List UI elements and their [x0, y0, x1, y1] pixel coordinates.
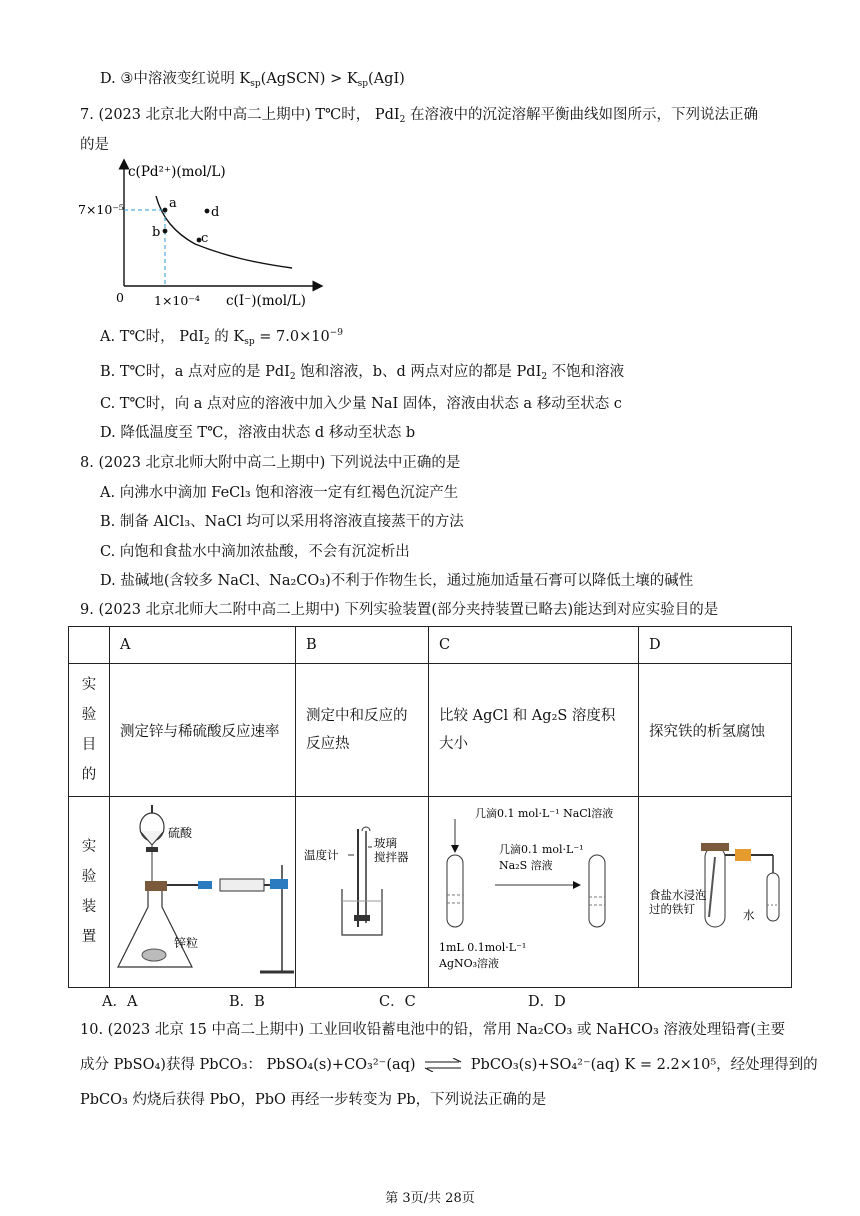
x-axis-label: c(I⁻)(mol/L)	[226, 293, 306, 309]
q7-stem-line2: 的是	[80, 137, 109, 153]
q7-option-a: A. T℃时， PdI$_2$ 的 $K_{sp} = 7.0\times 10^{-9}$	[100, 328, 343, 347]
svg-text:Na₂S 溶液: Na₂S 溶液	[499, 859, 553, 872]
point-a	[163, 208, 168, 213]
label-b: b	[152, 225, 161, 240]
q7-option-c: C. T℃时，向 a 点对应的溶液中加入少量 NaI 固体，溶液由状态 a 移动至状态 c	[100, 396, 622, 412]
header-c: C	[429, 627, 639, 664]
svg-text:1mL 0.1mol·L⁻¹: 1mL 0.1mol·L⁻¹	[439, 941, 527, 954]
q10-line2: 成分 PbSO₄)获得 PbCO₃： PbSO₄(s)+CO₃²⁻(aq) PbCO₃(s)+SO₄²⁻(aq) K = 2.2×10⁵，经处理得到的	[80, 1057, 818, 1073]
label-c: c	[201, 231, 209, 246]
purpose-c: 比较 AgCl 和 Ag₂S 溶度积大小	[429, 664, 639, 797]
q10-line1: 10. (2023 北京 15 中高二上期中) 工业回收铅蓄电池中的铅，常用 Na₂CO₃ 或 NaHCO₃ 溶液处理铅膏(主要	[80, 1022, 786, 1038]
q9-option-a[interactable]: A．A	[102, 994, 138, 1010]
svg-text:锌粒: 锌粒	[174, 936, 199, 950]
svg-text:温度计: 温度计	[304, 848, 339, 862]
svg-text:硫酸: 硫酸	[168, 826, 193, 840]
page-footer: 第 3页/共 28页	[385, 1191, 475, 1206]
svg-text:几滴0.1 mol·L⁻¹: 几滴0.1 mol·L⁻¹	[499, 843, 584, 856]
purpose-row-label: 实 验 目 的	[69, 664, 110, 797]
svg-text:AgNO₃溶液: AgNO₃溶液	[439, 957, 500, 970]
device-d	[639, 797, 792, 988]
q8-option-d: D. 盐碱地(含较多 NaCl、Na₂CO₃)不利于作物生长，通过施加适量石膏可以降低土壤的碱性	[100, 573, 694, 589]
device-b	[296, 797, 429, 988]
q9-option-d[interactable]: D．D	[528, 994, 566, 1010]
point-b	[163, 229, 168, 234]
q7-solubility-graph	[70, 158, 330, 318]
svg-text:玻璃: 玻璃	[374, 836, 397, 850]
header-blank	[69, 627, 110, 664]
header-a: A	[110, 627, 296, 664]
label-a: a	[169, 196, 177, 211]
device-a	[110, 797, 296, 988]
equilibrium-arrow-icon	[423, 1058, 463, 1072]
y-axis-label: c(Pd²⁺)(mol/L)	[128, 164, 226, 180]
q8-option-a: A. 向沸水中滴加 FeCl₃ 饱和溶液一定有红褐色沉淀产生	[100, 485, 459, 501]
q9-option-b[interactable]: B．B	[229, 994, 265, 1010]
apparatus-d-corrosion	[639, 797, 792, 983]
q8-option-c: C. 向饱和食盐水中滴加浓盐酸，不会有沉淀析出	[100, 544, 410, 560]
purpose-d: 探究铁的析氢腐蚀	[639, 664, 792, 797]
q8-option-b: B. 制备 AlCl₃、NaCl 均可以采用将溶液直接蒸干的方法	[100, 514, 464, 530]
svg-text:水: 水	[743, 908, 755, 922]
q9-options	[102, 990, 566, 1011]
purpose-a: 测定锌与稀硫酸反应速率	[110, 664, 296, 797]
apparatus-b-calorimeter	[296, 797, 429, 983]
origin: 0	[116, 290, 124, 305]
q9-experiment-table	[68, 626, 792, 988]
header-d: D	[639, 627, 792, 664]
apparatus-c-test-tubes	[429, 797, 639, 983]
y-tick: 7×10⁻⁵	[78, 202, 124, 217]
svg-text:过的铁钉: 过的铁钉	[649, 902, 695, 916]
svg-text:食盐水浸泡: 食盐水浸泡	[649, 888, 707, 902]
q6-option-d: D. ③中溶液变红说明 $K_{sp}(AgSCN) > K_{sp}(AgI)$	[100, 71, 405, 89]
q8-stem: 8. (2023 北京北师大附中高二上期中) 下列说法中正确的是	[80, 455, 461, 471]
device-c	[429, 797, 639, 988]
svg-text:搅拌器: 搅拌器	[374, 850, 409, 864]
q9-stem: 9. (2023 北京北师大二附中高二上期中) 下列实验装置(部分夹持装置已略去)能达到对应实验目的是	[80, 602, 719, 618]
q7-stem-line1: 7. (2023 北京北大附中高二上期中) T℃时， PdI$_2$ 在溶液中的沉淀溶解平衡曲线如图所示，下列说法正确	[80, 107, 758, 125]
apparatus-a-flask-syringe	[110, 797, 296, 983]
label-d: d	[211, 205, 220, 220]
q7-option-b: B. T℃时，a 点对应的是 PdI$_2$ 饱和溶液，b、d 两点对应的都是 PdI$_2$ 不饱和溶液	[100, 364, 625, 382]
x-tick: 1×10⁻⁴	[154, 293, 200, 308]
svg-text:几滴0.1 mol·L⁻¹ NaCl溶液: 几滴0.1 mol·L⁻¹ NaCl溶液	[475, 807, 614, 820]
purpose-b: 测定中和反应的反应热	[296, 664, 429, 797]
header-b: B	[296, 627, 429, 664]
q7-option-d: D. 降低温度至 T℃，溶液由状态 d 移动至状态 b	[100, 425, 416, 441]
device-row-label: 实 验 装 置	[69, 797, 110, 988]
q9-option-c[interactable]: C．C	[379, 994, 416, 1010]
point-d	[205, 209, 210, 214]
q10-line3: PbCO₃ 灼烧后获得 PbO，PbO 再经一步转变为 Pb，下列说法正确的是	[80, 1092, 547, 1108]
